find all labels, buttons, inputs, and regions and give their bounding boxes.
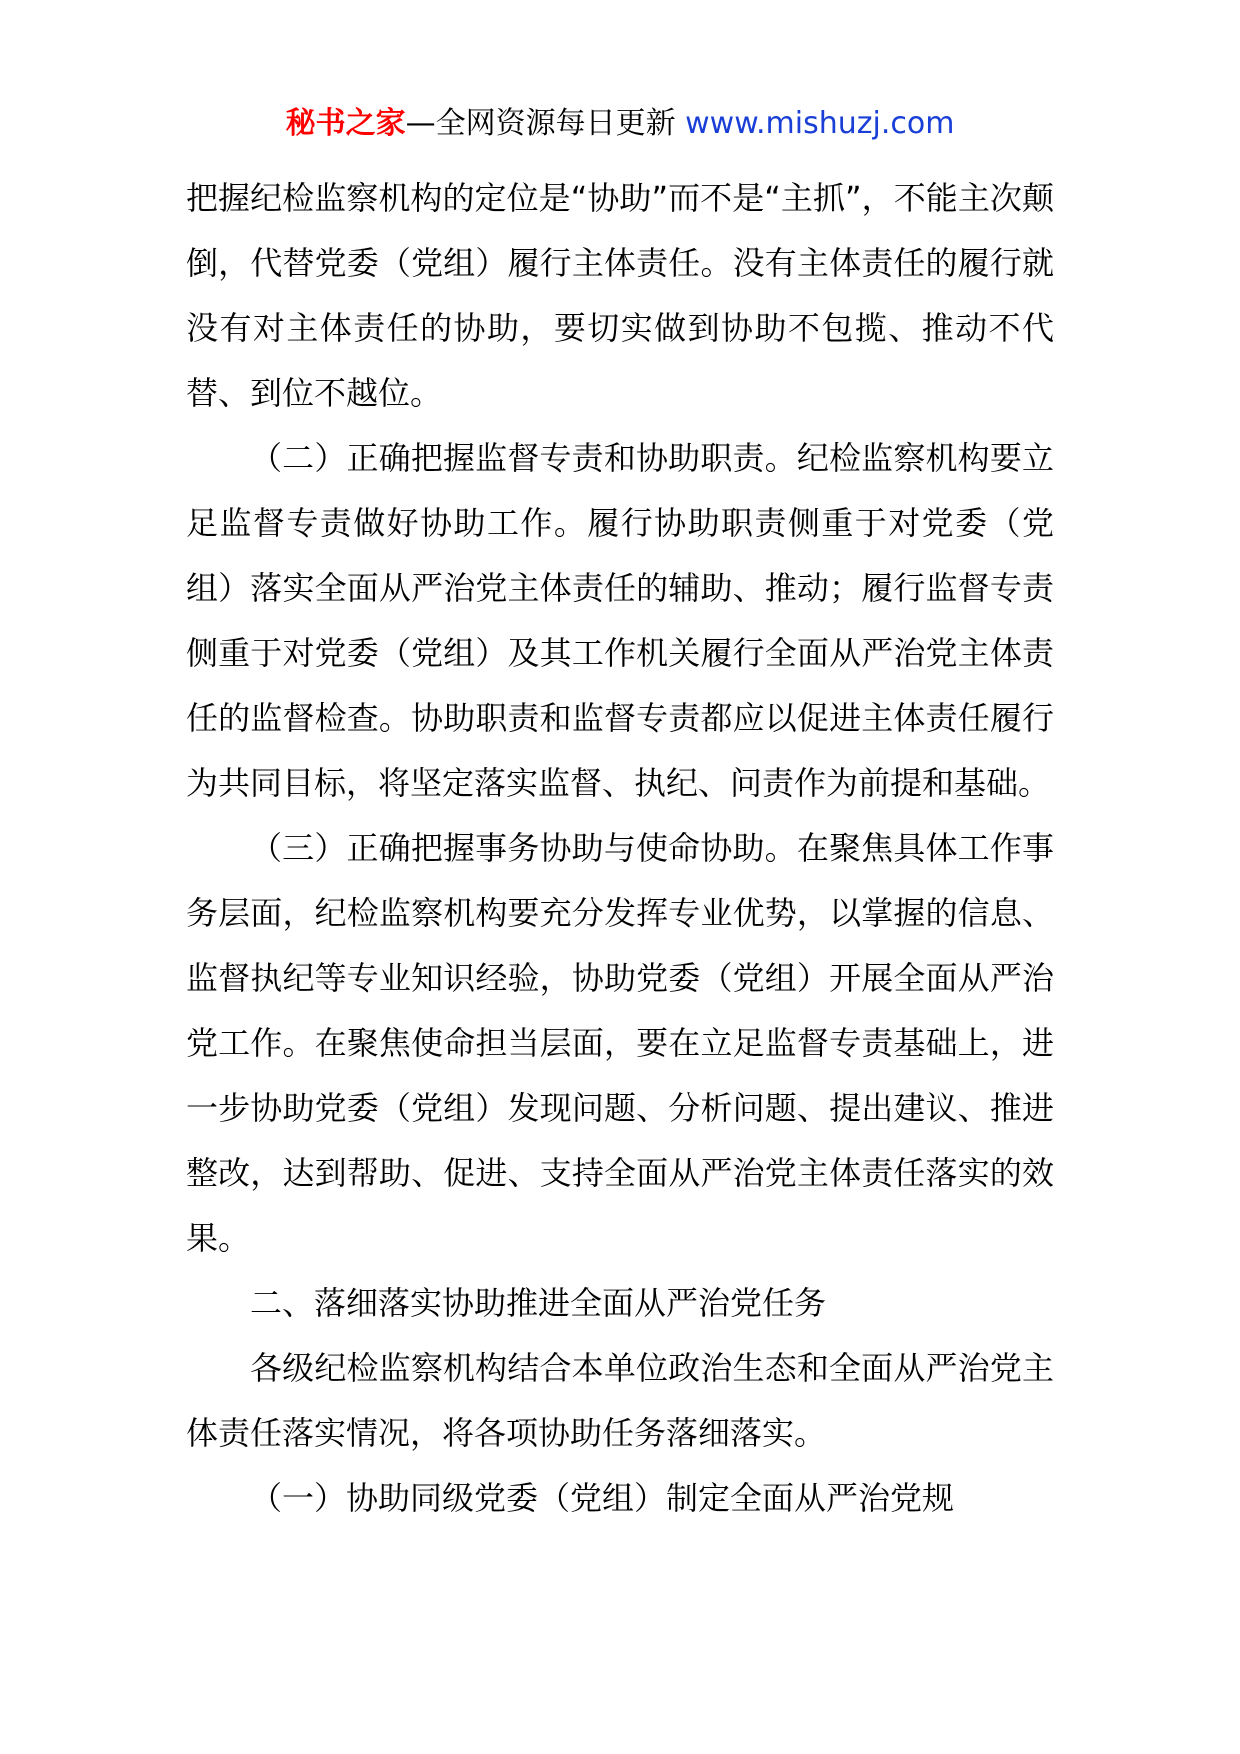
paragraph-section-2: （二）正确把握监督专责和协助职责。纪检监察机构要立足监督专责做好协助工作。履行协助职责侧重于对党委（党组）落实全面从严治党主体责任的辅助、推动；履行监督专责侧重于对党委（党组）及其工作机关履行全面从严治党主体责任的监督检查。协助职责和监督专责都应以促进主体责任履行为共同目标，将坚定落实监督、执纪、问责作为前提和基础。 (186, 439, 1054, 802)
section-heading: 二、落细落实协助推进全面从严治党任务 (250, 1284, 827, 1322)
paragraph-subsection-1: （一）协助同级党委（党组）制定全面从严治党规 (250, 1479, 955, 1517)
paragraph-intro: 各级纪检监察机构结合本单位政治生态和全面从严治党主体责任落实情况，将各项协助任务落细落实。 (186, 1349, 1054, 1452)
site-brand: 秘书之家 (285, 106, 406, 141)
site-url[interactable]: www.mishuzj.com (685, 106, 955, 141)
document-body (186, 166, 1054, 1531)
paragraph-section-3: （三）正确把握事务协助与使命协助。在聚焦具体工作事务层面，纪检监察机构要充分发挥专业优势，以掌握的信息、监督执纪等专业知识经验，协助党委（党组）开展全面从严治党工作。在聚焦使命担当层面，要在立足监督专责基础上，进一步协助党委（党组）发现问题、分析问题、提出建议、推进整改，达到帮助、促进、支持全面从严治党主体责任落实的效果。 (186, 829, 1054, 1257)
site-tagline: —全网资源每日更新 (405, 106, 686, 141)
paragraph-continued: 把握纪检监察机构的定位是“协助”而不是“主抓”，不能主次颠倒，代替党委（党组）履行主体责任。没有主体责任的履行就没有对主体责任的协助，要切实做到协助不包揽、推动不代替、到位不越位。 (186, 179, 1054, 412)
page-header (0, 102, 1240, 146)
